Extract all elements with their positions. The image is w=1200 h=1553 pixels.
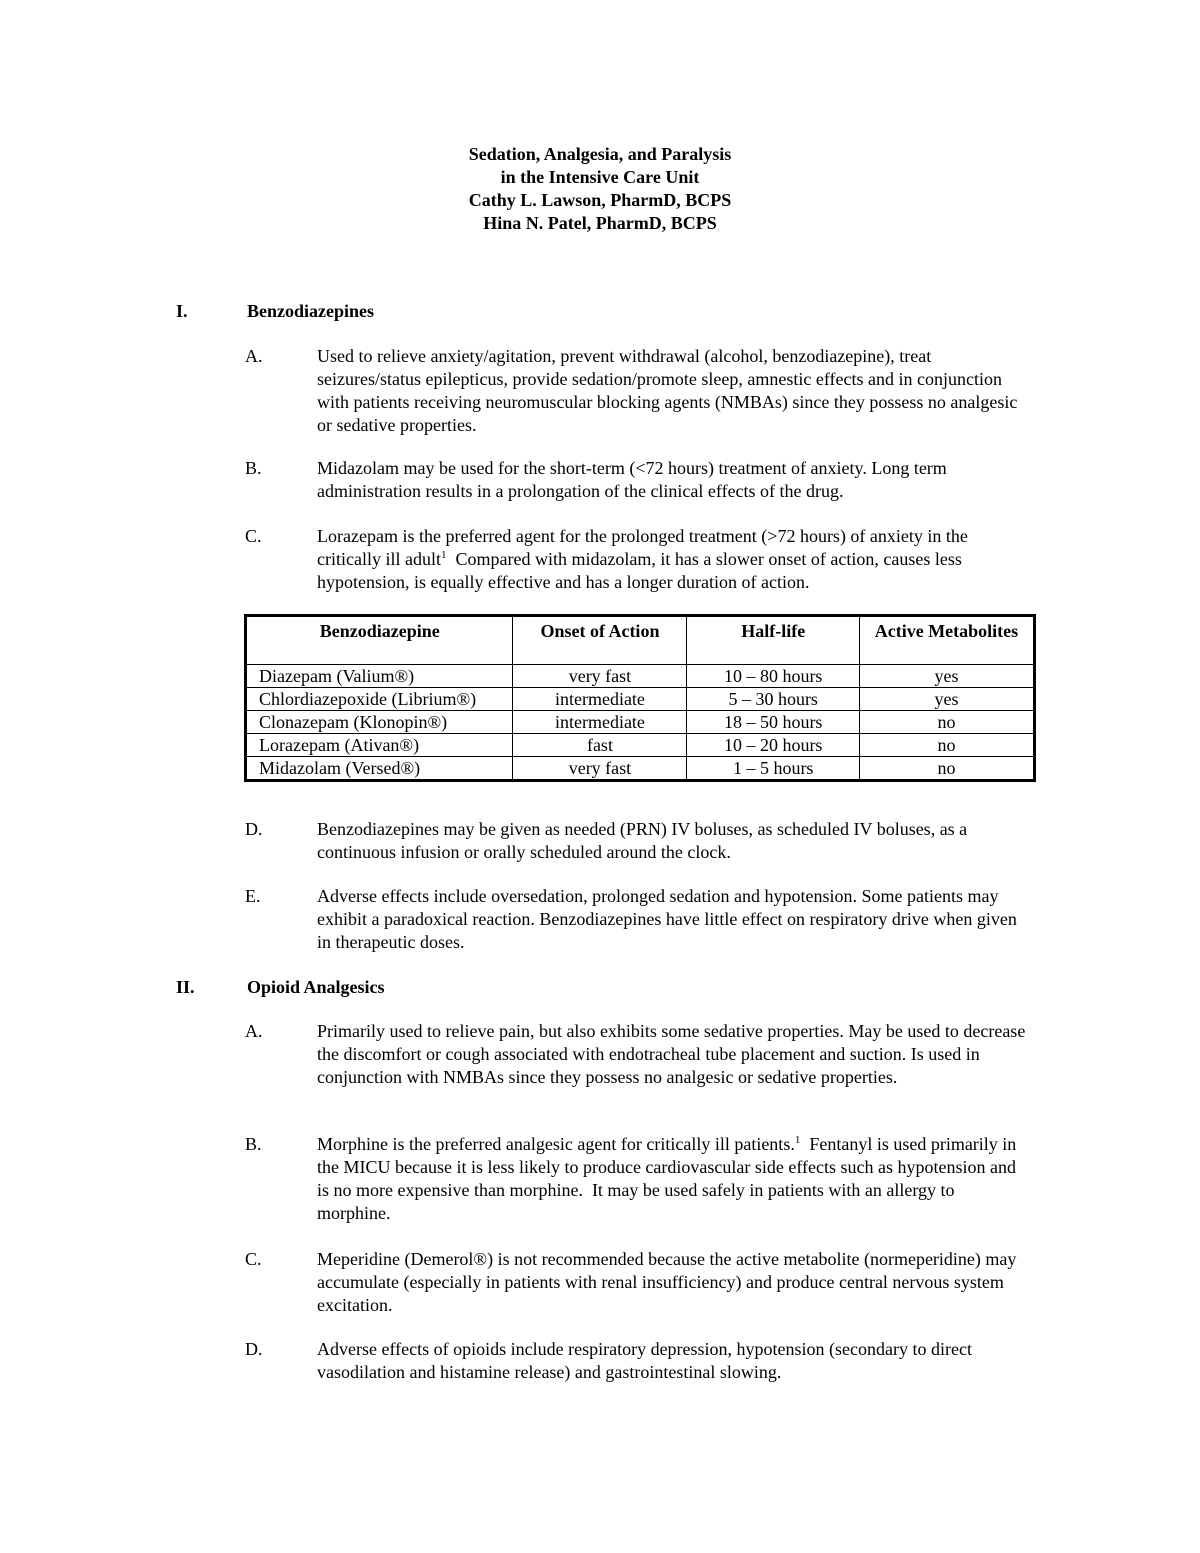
table-header-row	[246, 616, 1035, 665]
table-cell: very fast	[513, 665, 687, 688]
table-header-cell: Active Metabolites	[859, 616, 1034, 665]
item-text	[317, 1133, 1032, 1225]
item-letter: D.	[245, 1339, 263, 1359]
item-letter: B.	[245, 1134, 262, 1154]
table-header-cell: Benzodiazepine	[246, 616, 513, 665]
item-letter: A.	[245, 1021, 263, 1041]
section-2-item-c	[245, 1248, 1035, 1317]
item-text-part-1: Morphine is the preferred analgesic agent for critically ill patients.	[317, 1134, 795, 1154]
table-cell: fast	[513, 734, 687, 757]
table-row	[246, 757, 1035, 781]
item-text-part-2: Fentanyl is used primarily in the MICU because it is less likely to produce cardiovascular side effects such as hypotension and is no more expensive than morphine. It may be used safely in patients with an allergy to morphine.	[317, 1134, 1021, 1223]
item-text: Meperidine (Demerol®) is not recommended because the active metabolite (normeperidine) may accumulate (especially in patients with renal insufficiency) and produce central nervous system excitation.	[317, 1249, 1017, 1315]
table-cell: 5 – 30 hours	[687, 688, 859, 711]
section-1-item-d	[245, 818, 1035, 864]
table-cell: 10 – 80 hours	[687, 665, 859, 688]
item-letter: C.	[245, 526, 262, 546]
author-line-2: Hina N. Patel, PharmD, BCPS	[483, 213, 717, 233]
title-line-2: in the Intensive Care Unit	[500, 167, 700, 187]
section-2-heading	[0, 977, 1200, 1000]
table-cell: yes	[859, 665, 1034, 688]
section-1-item-e	[245, 885, 1035, 954]
section-1-numeral: I.	[176, 301, 188, 321]
item-letter: B.	[245, 458, 262, 478]
section-2-numeral: II.	[176, 977, 195, 997]
table-header-cell: Half-life	[687, 616, 859, 665]
table-cell: no	[859, 711, 1034, 734]
section-1-title: Benzodiazepines	[247, 301, 375, 321]
section-2-item-d	[245, 1338, 1035, 1384]
item-text: Primarily used to relieve pain, but also exhibits some sedative properties. May be used to decrease the discomfort or cough associated with endotracheal tube placement and suction. Is used in conjunction with NMBAs since they possess no analgesic or sedative properties.	[317, 1021, 1026, 1087]
table-cell: 18 – 50 hours	[687, 711, 859, 734]
table-row	[246, 688, 1035, 711]
item-letter: D.	[245, 819, 263, 839]
table-cell: Chlordiazepoxide (Librium®)	[246, 688, 513, 711]
table-cell: 10 – 20 hours	[687, 734, 859, 757]
document-title	[0, 143, 1200, 235]
table-cell: Lorazepam (Ativan®)	[246, 734, 513, 757]
item-letter: E.	[245, 886, 261, 906]
item-text	[317, 525, 1032, 594]
item-letter: A.	[245, 346, 263, 366]
table-cell: yes	[859, 688, 1034, 711]
item-text-part-2: Compared with midazolam, it has a slower onset of action, causes less hypotension, is equally effective and has a longer duration of action.	[317, 549, 967, 592]
title-line-1: Sedation, Analgesia, and Paralysis	[468, 144, 732, 164]
table-cell: no	[859, 734, 1034, 757]
footnote-ref: 1	[794, 1134, 801, 1146]
item-letter: C.	[245, 1249, 262, 1269]
section-2-title: Opioid Analgesics	[247, 977, 385, 997]
item-text-part-1: Lorazepam is the preferred agent for the prolonged treatment (>72 hours) of anxiety in the critically ill adult	[317, 526, 968, 569]
benzodiazepine-table	[244, 614, 1036, 782]
table-cell: Diazepam (Valium®)	[246, 665, 513, 688]
item-text: Used to relieve anxiety/agitation, prevent withdrawal (alcohol, benzodiazepine), treat seizures/status epilepticus, provide sedation/promote sleep, amnestic effects and in conjunction with patients receiving neuromuscular blocking agents (NMBAs) since they possess no analgesic or sedative properties.	[317, 346, 1018, 435]
item-text: Benzodiazepines may be given as needed (PRN) IV boluses, as scheduled IV boluses, as a continuous infusion or orally scheduled around the clock.	[317, 819, 968, 862]
item-text: Adverse effects of opioids include respiratory depression, hypotension (secondary to direct vasodilation and histamine release) and gastrointestinal slowing.	[317, 1339, 972, 1382]
section-1-item-c	[245, 525, 1035, 594]
table-row	[246, 734, 1035, 757]
table-cell: very fast	[513, 757, 687, 781]
table-row	[246, 711, 1035, 734]
table-cell: Clonazepam (Klonopin®)	[246, 711, 513, 734]
table-cell: intermediate	[513, 711, 687, 734]
table-cell: intermediate	[513, 688, 687, 711]
author-line-1: Cathy L. Lawson, PharmD, BCPS	[468, 190, 732, 210]
item-text: Midazolam may be used for the short-term (<72 hours) treatment of anxiety. Long term administration results in a prolongation of the clinical effects of the drug.	[317, 458, 947, 501]
section-2-item-a	[245, 1020, 1035, 1112]
table-cell: Midazolam (Versed®)	[246, 757, 513, 781]
item-text: Adverse effects include oversedation, prolonged sedation and hypotension. Some patients may exhibit a paradoxical reaction. Benzodiazepines have little effect on respiratory drive when given in therapeutic doses.	[317, 886, 1017, 952]
table-cell: 1 – 5 hours	[687, 757, 859, 781]
section-2-item-b	[245, 1133, 1035, 1225]
table-row	[246, 665, 1035, 688]
table-header-cell: Onset of Action	[513, 616, 687, 665]
footnote-ref: 1	[440, 549, 447, 561]
section-1-heading	[0, 301, 1200, 324]
section-1-item-b	[245, 457, 1035, 503]
table-cell: no	[859, 757, 1034, 781]
section-1-item-a	[245, 345, 1035, 437]
